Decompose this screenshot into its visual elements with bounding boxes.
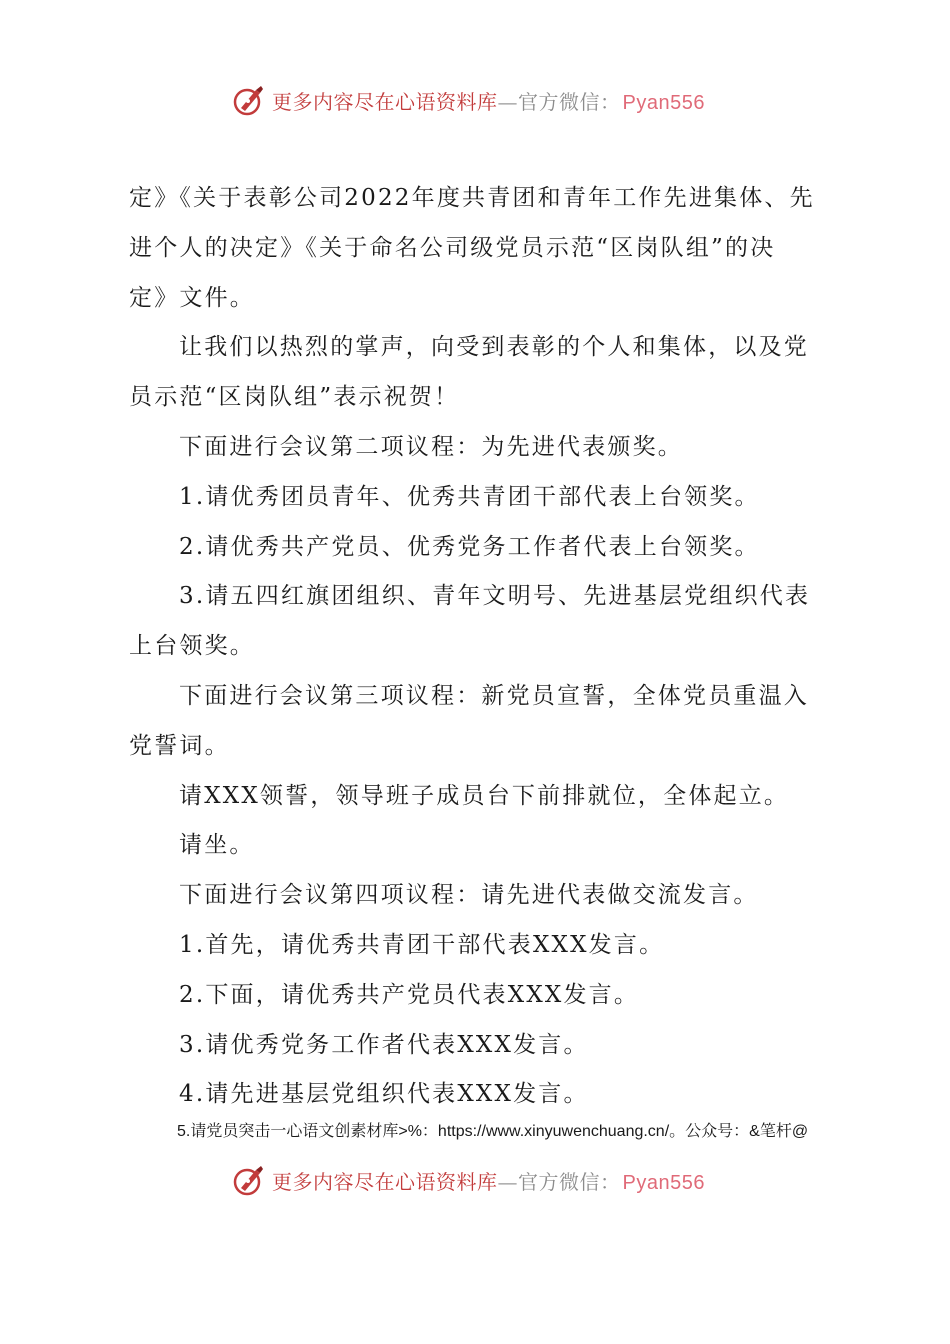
text-line: 定》《关于表彰公司2022年度共青团和青年工作先进集体、先 — [129, 185, 815, 211]
paragraph-sit: 请坐。 — [179, 832, 255, 859]
agenda-item-3: 下面进行会议第三项议程：新党员宣誓，全体党员重温入 — [179, 682, 809, 709]
banner-separator: — — [497, 90, 518, 114]
text-line: 进个人的决定》《关于命名公司级党员示范“区岗队组”的决 — [129, 234, 776, 261]
list-item: 2.下面，请优秀共产党员代表XXX发言。 — [179, 981, 640, 1008]
footnote-watermark: 5.请党员突击一心语文创素材库>%：https://www.xinyuwenchuang.cn/。公众号：&笔杆@ — [177, 1123, 809, 1140]
banner-wechat-label: 官方微信： — [518, 90, 621, 114]
banner-site: 更多内容尽在心语资料库 — [272, 1170, 498, 1194]
pen-logo-icon — [232, 84, 266, 118]
text-line: 员示范“区岗队组”表示祝贺！ — [129, 384, 460, 411]
list-item: 1.请优秀团员青年、优秀共青团干部代表上台领奖。 — [179, 483, 760, 510]
agenda-item-2: 下面进行会议第二项议程：为先进代表颁奖。 — [179, 433, 683, 460]
list-item: 3.请优秀党务工作者代表XXX发言。 — [179, 1031, 589, 1058]
list-item: 4.请先进基层党组织代表XXX发言。 — [179, 1081, 589, 1108]
banner-wechat-id: Pyan556 — [622, 92, 705, 114]
pen-logo-icon — [232, 1164, 266, 1198]
list-item: 1.首先，请优秀共青团干部代表XXX发言。 — [179, 931, 665, 958]
banner-text — [272, 1168, 705, 1197]
list-item: 2.请优秀共产党员、优秀党务工作者代表上台领奖。 — [179, 533, 760, 560]
text-line: 上台领奖。 — [129, 633, 255, 660]
banner-separator: — — [497, 1170, 518, 1194]
text-line: 党誓词。 — [129, 732, 230, 759]
text-line: 定》文件。 — [129, 284, 255, 311]
paragraph-congrats: 让我们以热烈的掌声，向受到表彰的个人和集体，以及党 — [179, 334, 809, 361]
banner-text — [272, 88, 705, 117]
banner-wechat-id: Pyan556 — [622, 1172, 705, 1194]
document-body — [129, 174, 831, 1120]
footer-banner — [0, 1162, 950, 1202]
list-item: 3.请五四红旗团组织、青年文明号、先进基层党组织代表 — [179, 583, 811, 610]
banner-site: 更多内容尽在心语资料库 — [272, 90, 498, 114]
agenda-item-4: 下面进行会议第四项议程：请先进代表做交流发言。 — [179, 882, 759, 909]
header-banner — [0, 82, 950, 122]
banner-wechat-label: 官方微信： — [518, 1170, 621, 1194]
paragraph-oath: 请XXX领誓，领导班子成员台下前排就位，全体起立。 — [179, 782, 790, 809]
